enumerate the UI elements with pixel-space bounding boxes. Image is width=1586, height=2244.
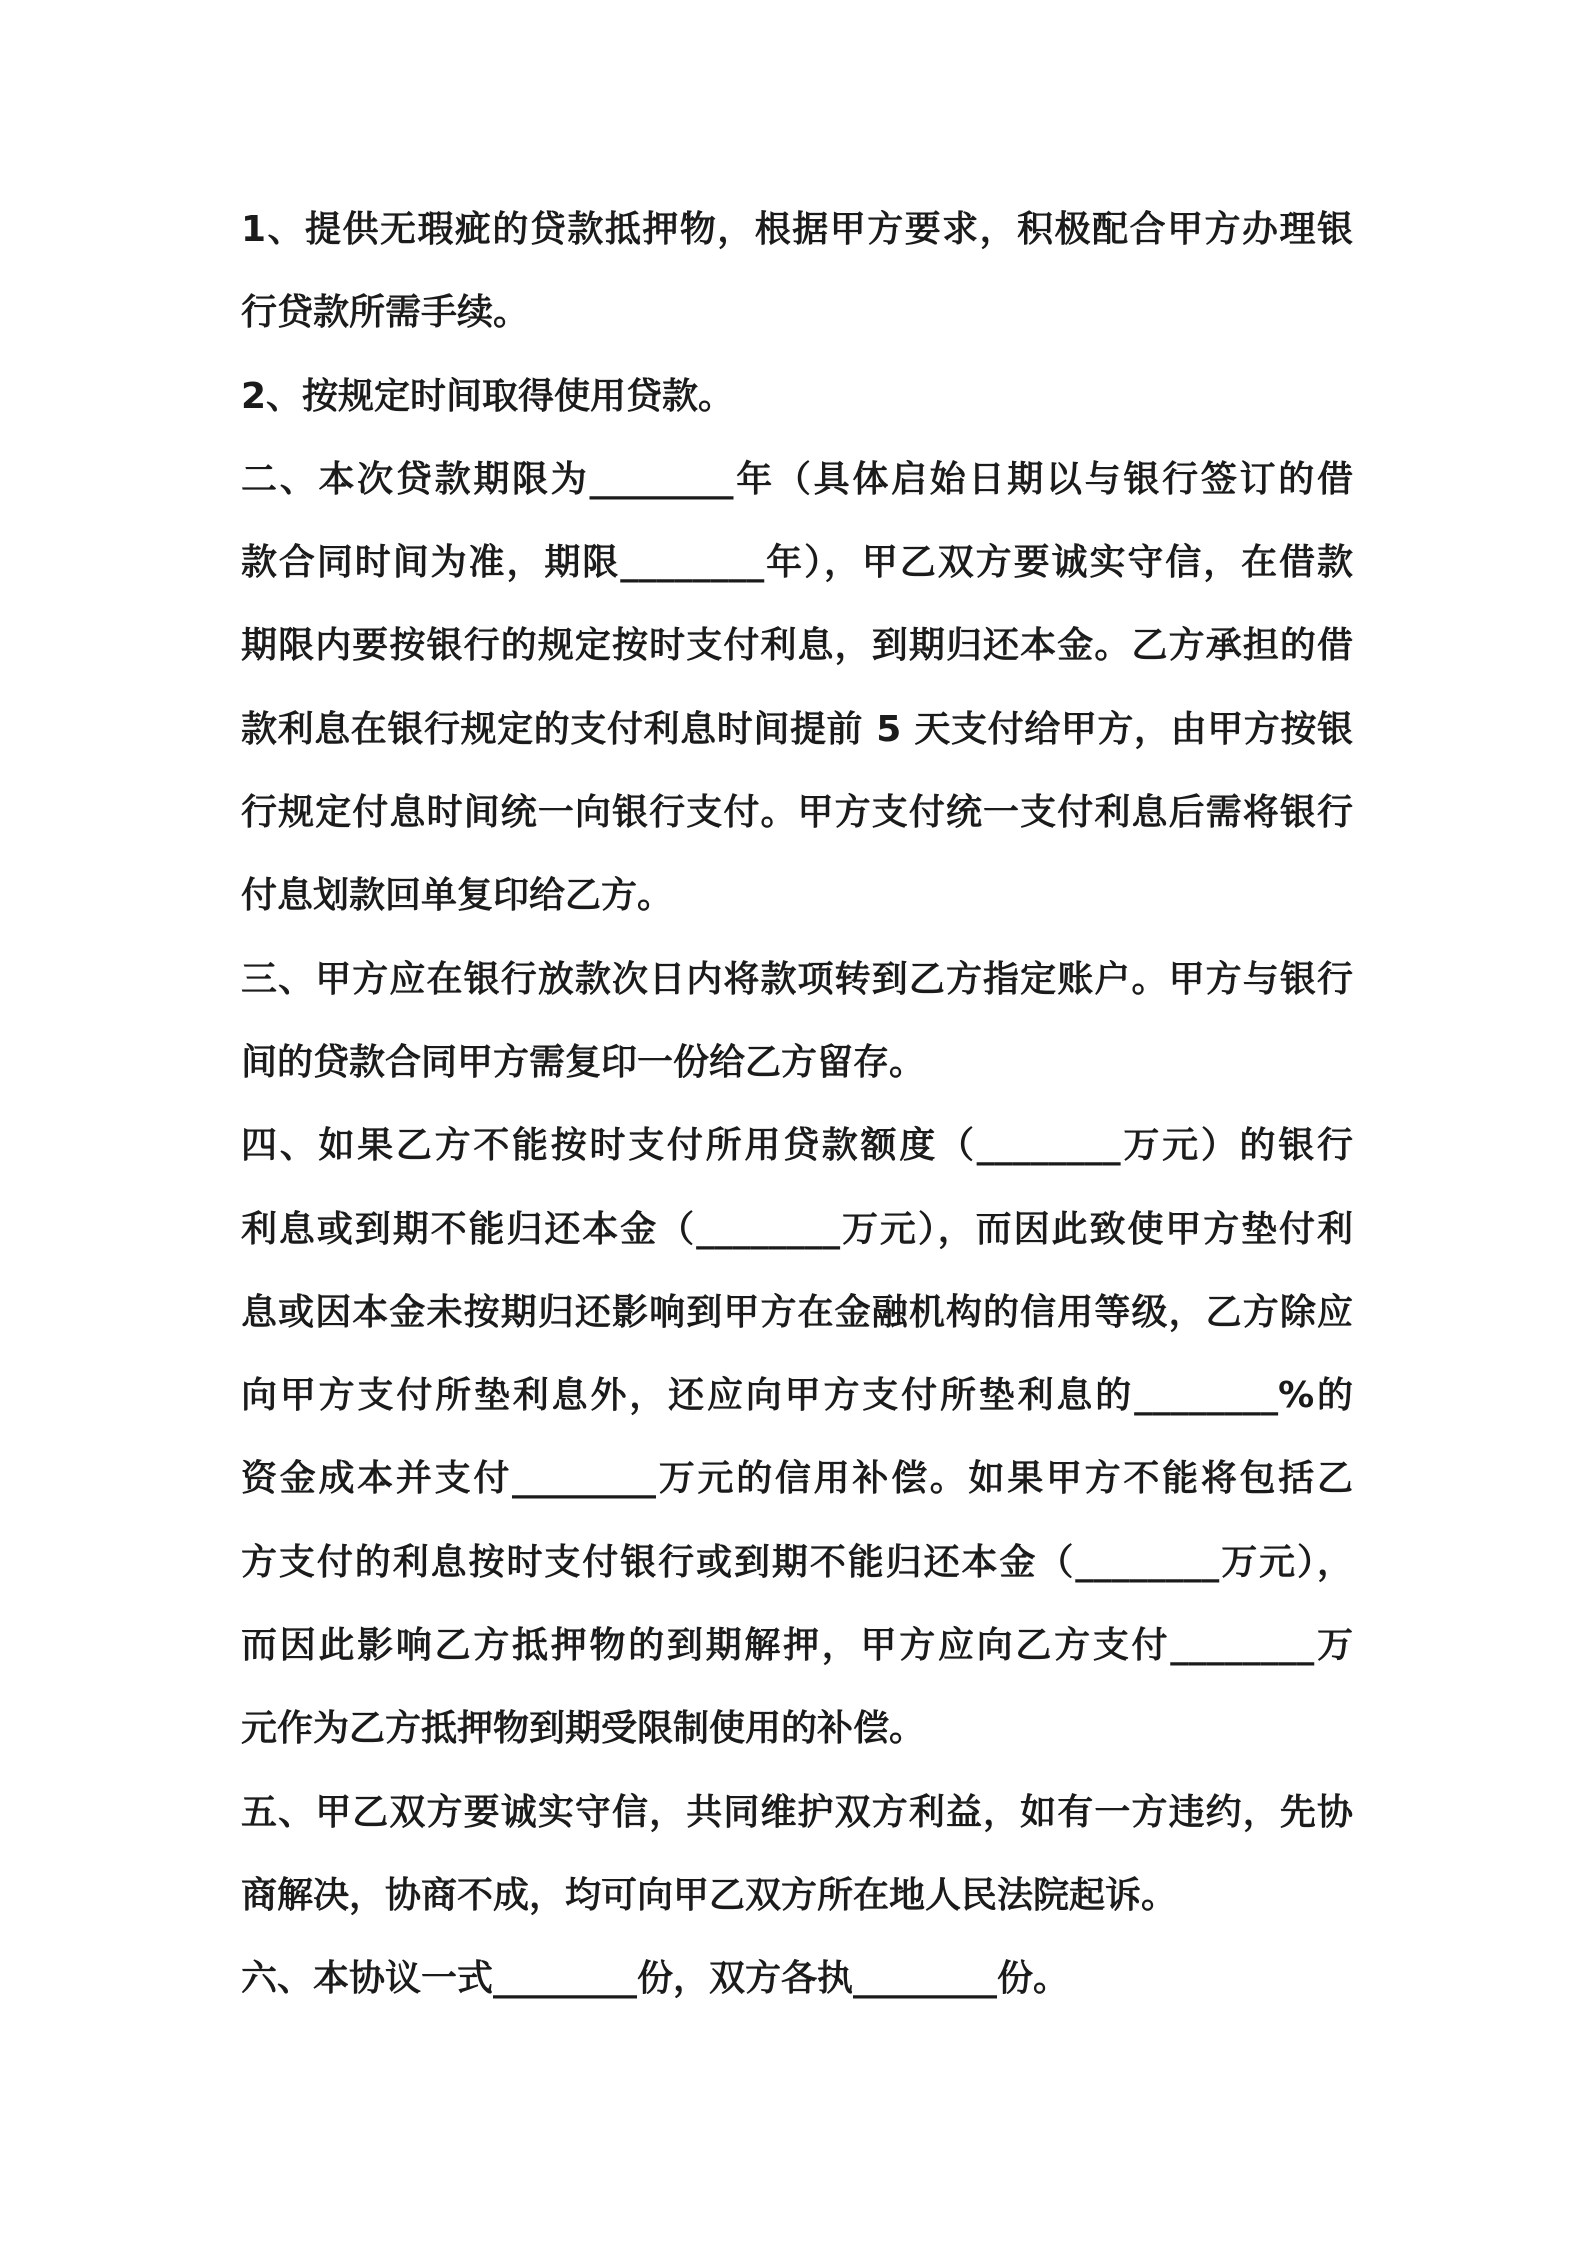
paragraph-line: 商解决，协商不成，均可向甲乙双方所在地人民法院起诉。 (241, 1874, 1178, 1916)
paragraph-line: 息或因本金未按期归还影响到甲方在金融机构的信用等级，乙方除应 (241, 1291, 1353, 1333)
paragraph-line: 付息划款回单复印给乙方。 (241, 875, 674, 917)
clause-item-2 (241, 355, 1353, 438)
paragraph-line: 行贷款所需手续。 (241, 292, 530, 334)
paragraph-line: 资金成本并支付________万元的信用补偿。如果甲方不能将包括乙 (241, 1458, 1353, 1500)
paragraph-line: 方支付的利息按时支付银行或到期不能归还本金（________万元）， (241, 1541, 1353, 1583)
paragraph-line: 二、本次贷款期限为________年（具体启始日期以与银行签订的借 (241, 458, 1353, 500)
paragraph-line: 四、如果乙方不能按时支付所用贷款额度（________万元）的银行 (241, 1125, 1353, 1167)
clause-item-1 (241, 188, 1353, 355)
paragraph-line: 三、甲方应在银行放款次日内将款项转到乙方指定账户。甲方与银行 (241, 958, 1353, 1000)
paragraph-line: 六、本协议一式________份，双方各执________份。 (241, 1958, 1070, 2000)
paragraph-line: 1、提供无瑕疵的贷款抵押物，根据甲方要求，积极配合甲方办理银 (241, 209, 1353, 250)
paragraph-line: 2、按规定时间取得使用贷款。 (241, 375, 735, 417)
clause-4-default-compensation (241, 1104, 1353, 1770)
paragraph-line: 行规定付息时间统一向银行支付。甲方支付统一支付利息后需将银行 (241, 792, 1353, 834)
clause-2-loan-term (241, 438, 1353, 938)
paragraph-line: 元作为乙方抵押物到期受限制使用的补偿。 (241, 1708, 926, 1750)
paragraph-line: 五、甲乙双方要诚实守信，共同维护双方利益，如有一方违约，先协 (241, 1791, 1353, 1833)
paragraph-line: 间的贷款合同甲方需复印一份给乙方留存。 (241, 1041, 926, 1083)
paragraph-line: 款合同时间为准，期限________年），甲乙双方要诚实守信，在借款 (241, 542, 1353, 584)
paragraph-line: 款利息在银行规定的支付利息时间提前 5 天支付给甲方，由甲方按银 (241, 708, 1353, 750)
paragraph-line: 期限内要按银行的规定按时支付利息，到期归还本金。乙方承担的借 (241, 625, 1353, 667)
clause-3-fund-transfer (241, 938, 1353, 1105)
document-body (241, 188, 1353, 2021)
paragraph-line: 利息或到期不能归还本金（________万元），而因此致使甲方垫付利 (241, 1208, 1353, 1250)
clause-6-copies (241, 1937, 1353, 2020)
clause-5-dispute-resolution (241, 1771, 1353, 1938)
paragraph-line: 向甲方支付所垫利息外，还应向甲方支付所垫利息的________%的 (241, 1375, 1353, 1417)
paragraph-line: 而因此影响乙方抵押物的到期解押，甲方应向乙方支付________万 (241, 1625, 1353, 1667)
